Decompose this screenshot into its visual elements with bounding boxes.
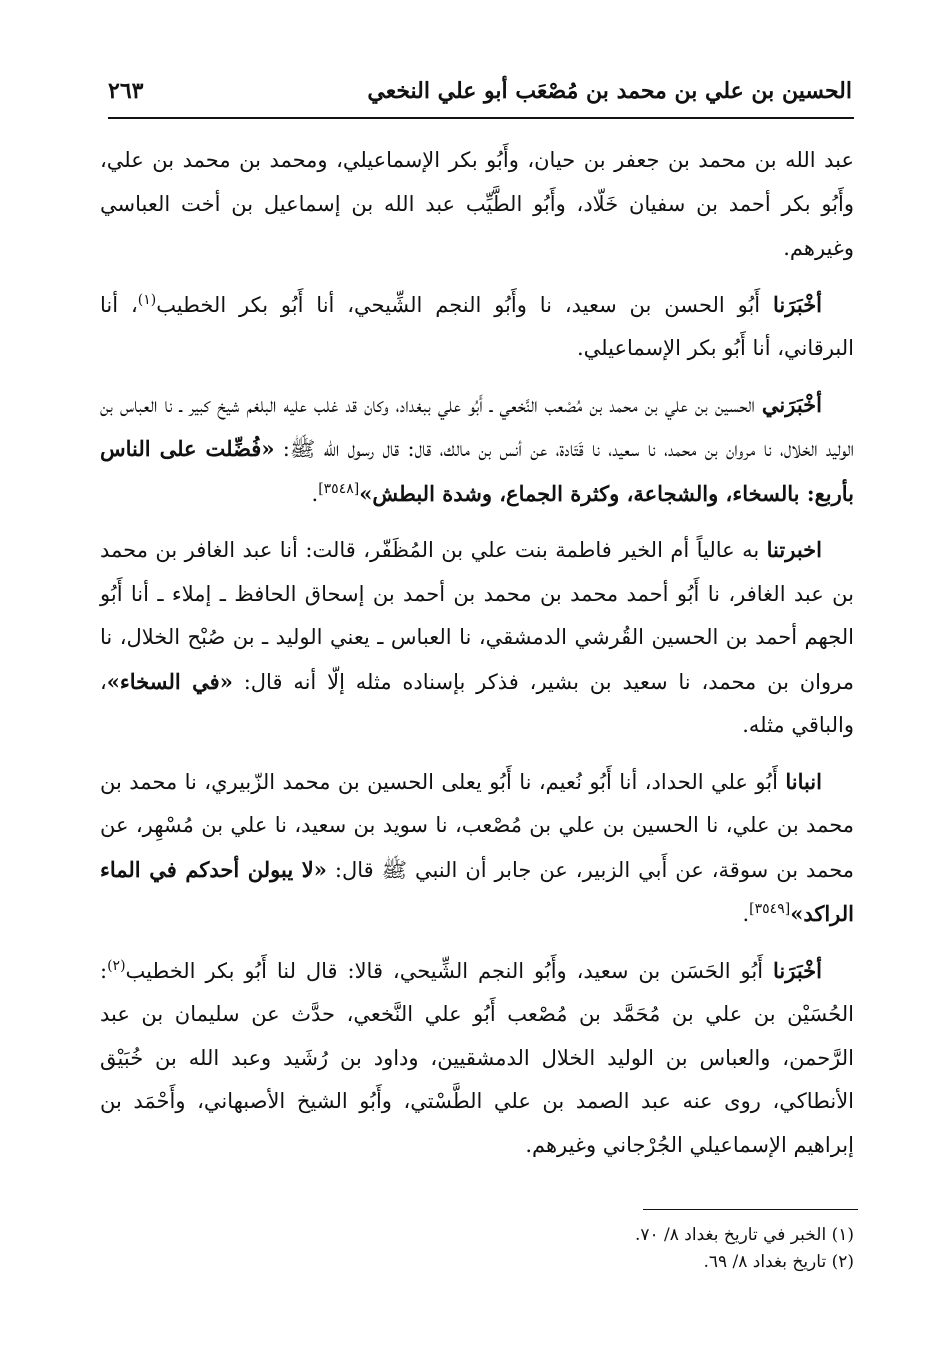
paragraph-text: الحسين بن علي بن محمد بن مُصْعب النَّخعي ـ أَبُو علي ببغداد، وكان قد غلب عليه البلغم شيخ كبير ـ نا العباس بن الوليد الخلال، نا مروان بن محمد، نا سعيد، نا قَتَادة، عن أنس بن مالك، قال: قال رسول الله ﷺ:: [100, 392, 854, 461]
paragraph-text: أَبُو علي الحداد، أنا أَبُو نُعيم، نا أَبُو يعلى الحسين بن محمد الزّبيري، نا محمد بن محمد بن علي، نا الحسين بن علي بن مُصْعب، نا سويد بن سعيد، نا علي بن مُسْهِر، عن محمد بن سوقة، عن أَبي الزبير، عن جابر أن النبي ﷺ قال:: [100, 769, 854, 882]
paragraph-lead: أخْبَرَنا: [773, 957, 822, 983]
hadith-text: «لا يبولن أحدكم في الماء الراكد»: [100, 856, 854, 926]
paragraph-text: عبد الله بن محمد بن جعفر بن حيان، وأَبُو بكر الإسماعيلي، ومحمد بن محمد بن علي، وأَبُو بكر أحمد بن سفيان خَلّاد، وأَبُو الطَّيِّب عبد الله بن إسماعيل بن أخت العباسي وغيرهم.: [100, 148, 854, 260]
hadith-number-3548: [٣٥٤٨]: [318, 480, 360, 497]
paragraph-lead: انبانا: [785, 768, 822, 794]
header-rule: [108, 117, 854, 119]
paragraph-lead: أخْبَرَنا: [773, 291, 823, 317]
footnote-ref-2: (٢): [107, 957, 126, 974]
footnote-1: (١) الخبر في تاريخ بغداد ٨/ ٧٠.: [634, 1225, 854, 1245]
paragraph-end: : الحُسَيْن بن علي بن مُحَمَّد بن مُصْعب أَبُو علي النَّخعي، حدَّث عن سليمان بن عبد الرَّحمن، والعباس بن الوليد الخلال الدمشقيين، وداود بن رُشَيد وعبد الله بن خُبَيْق الأنطاكي، روى عنه عبد الصمد بن علي الطَّسْتي، وأَبُو الشيخ الأصبهاني، وأَحْمَد بن إبراهيم الإسماعيلي الجُرْجاني وغيرهم.: [100, 958, 854, 1157]
paragraph-6: [100, 949, 854, 1168]
paragraph-after: ، والباقي مثله.: [100, 669, 854, 737]
footnote-2: (٢) تاريخ بغداد ٨/ ٦٩.: [703, 1252, 854, 1272]
hadith-text: «في السخاء»: [106, 668, 233, 694]
paragraph-end: ، أنا البرقاني، أنا أَبُو بكر الإسماعيلي.: [100, 292, 854, 360]
paragraph-5: [100, 760, 854, 937]
page-header: [108, 74, 852, 114]
paragraph-end: .: [311, 481, 319, 506]
main-text: [100, 138, 854, 1179]
footnotes: [354, 1222, 854, 1276]
paragraph-text: أَبُو الحسن بن سعيد، نا وأَبُو النجم الشِّيحي، أنا أَبُو بكر الخطيب: [156, 292, 761, 317]
hadith-text: «فُضِّلت على الناس بأربع: بالسخاء، والشجاعة، وكثرة الجماع، وشدة البطش»: [100, 436, 854, 506]
footnote-ref-1: (١): [137, 291, 157, 308]
paragraph-end: .: [742, 902, 750, 926]
running-title: الحسين بن علي بن محمد بن مُصْعَب أبو علي النخعي: [367, 78, 852, 104]
page-number: ٢٦٣: [108, 78, 144, 104]
paragraph-lead: أخْبَرَني: [761, 391, 822, 417]
hadith-number-3549: [٣٥٤٩]: [749, 901, 791, 917]
paragraph-text: أَبُو الحَسَن بن سعيد، وأَبُو النجم الشِّيحي، قالا: قال لنا أَبُو بكر الخطيب: [125, 958, 764, 983]
footnote-rule: [643, 1209, 858, 1210]
paragraph-text: به عالياً أم الخير فاطمة بنت علي بن المُظَفّر، قالت: أنا عبد الغافر بن محمد بن عبد الغافر، نا أَبُو أحمد محمد بن محمد بن أحمد بن إسحاق الحافظ ـ إملاء ـ أنا أَبُو الجهم أحمد بن الحسين القُرشي الدمشقي، نا العباس ـ يعني الوليد ـ بن صُبْح الخلال، نا مروان بن محمد، نا سعيد بن بشير، فذكر بإسناده مثله إلّا أنه قال:: [100, 538, 854, 694]
paragraph-lead: اخبرتنا: [766, 537, 822, 562]
paragraph-4: [100, 528, 854, 748]
paragraph-1: [100, 138, 854, 271]
paragraph-3: [100, 383, 854, 517]
paragraph-2: [100, 283, 854, 371]
